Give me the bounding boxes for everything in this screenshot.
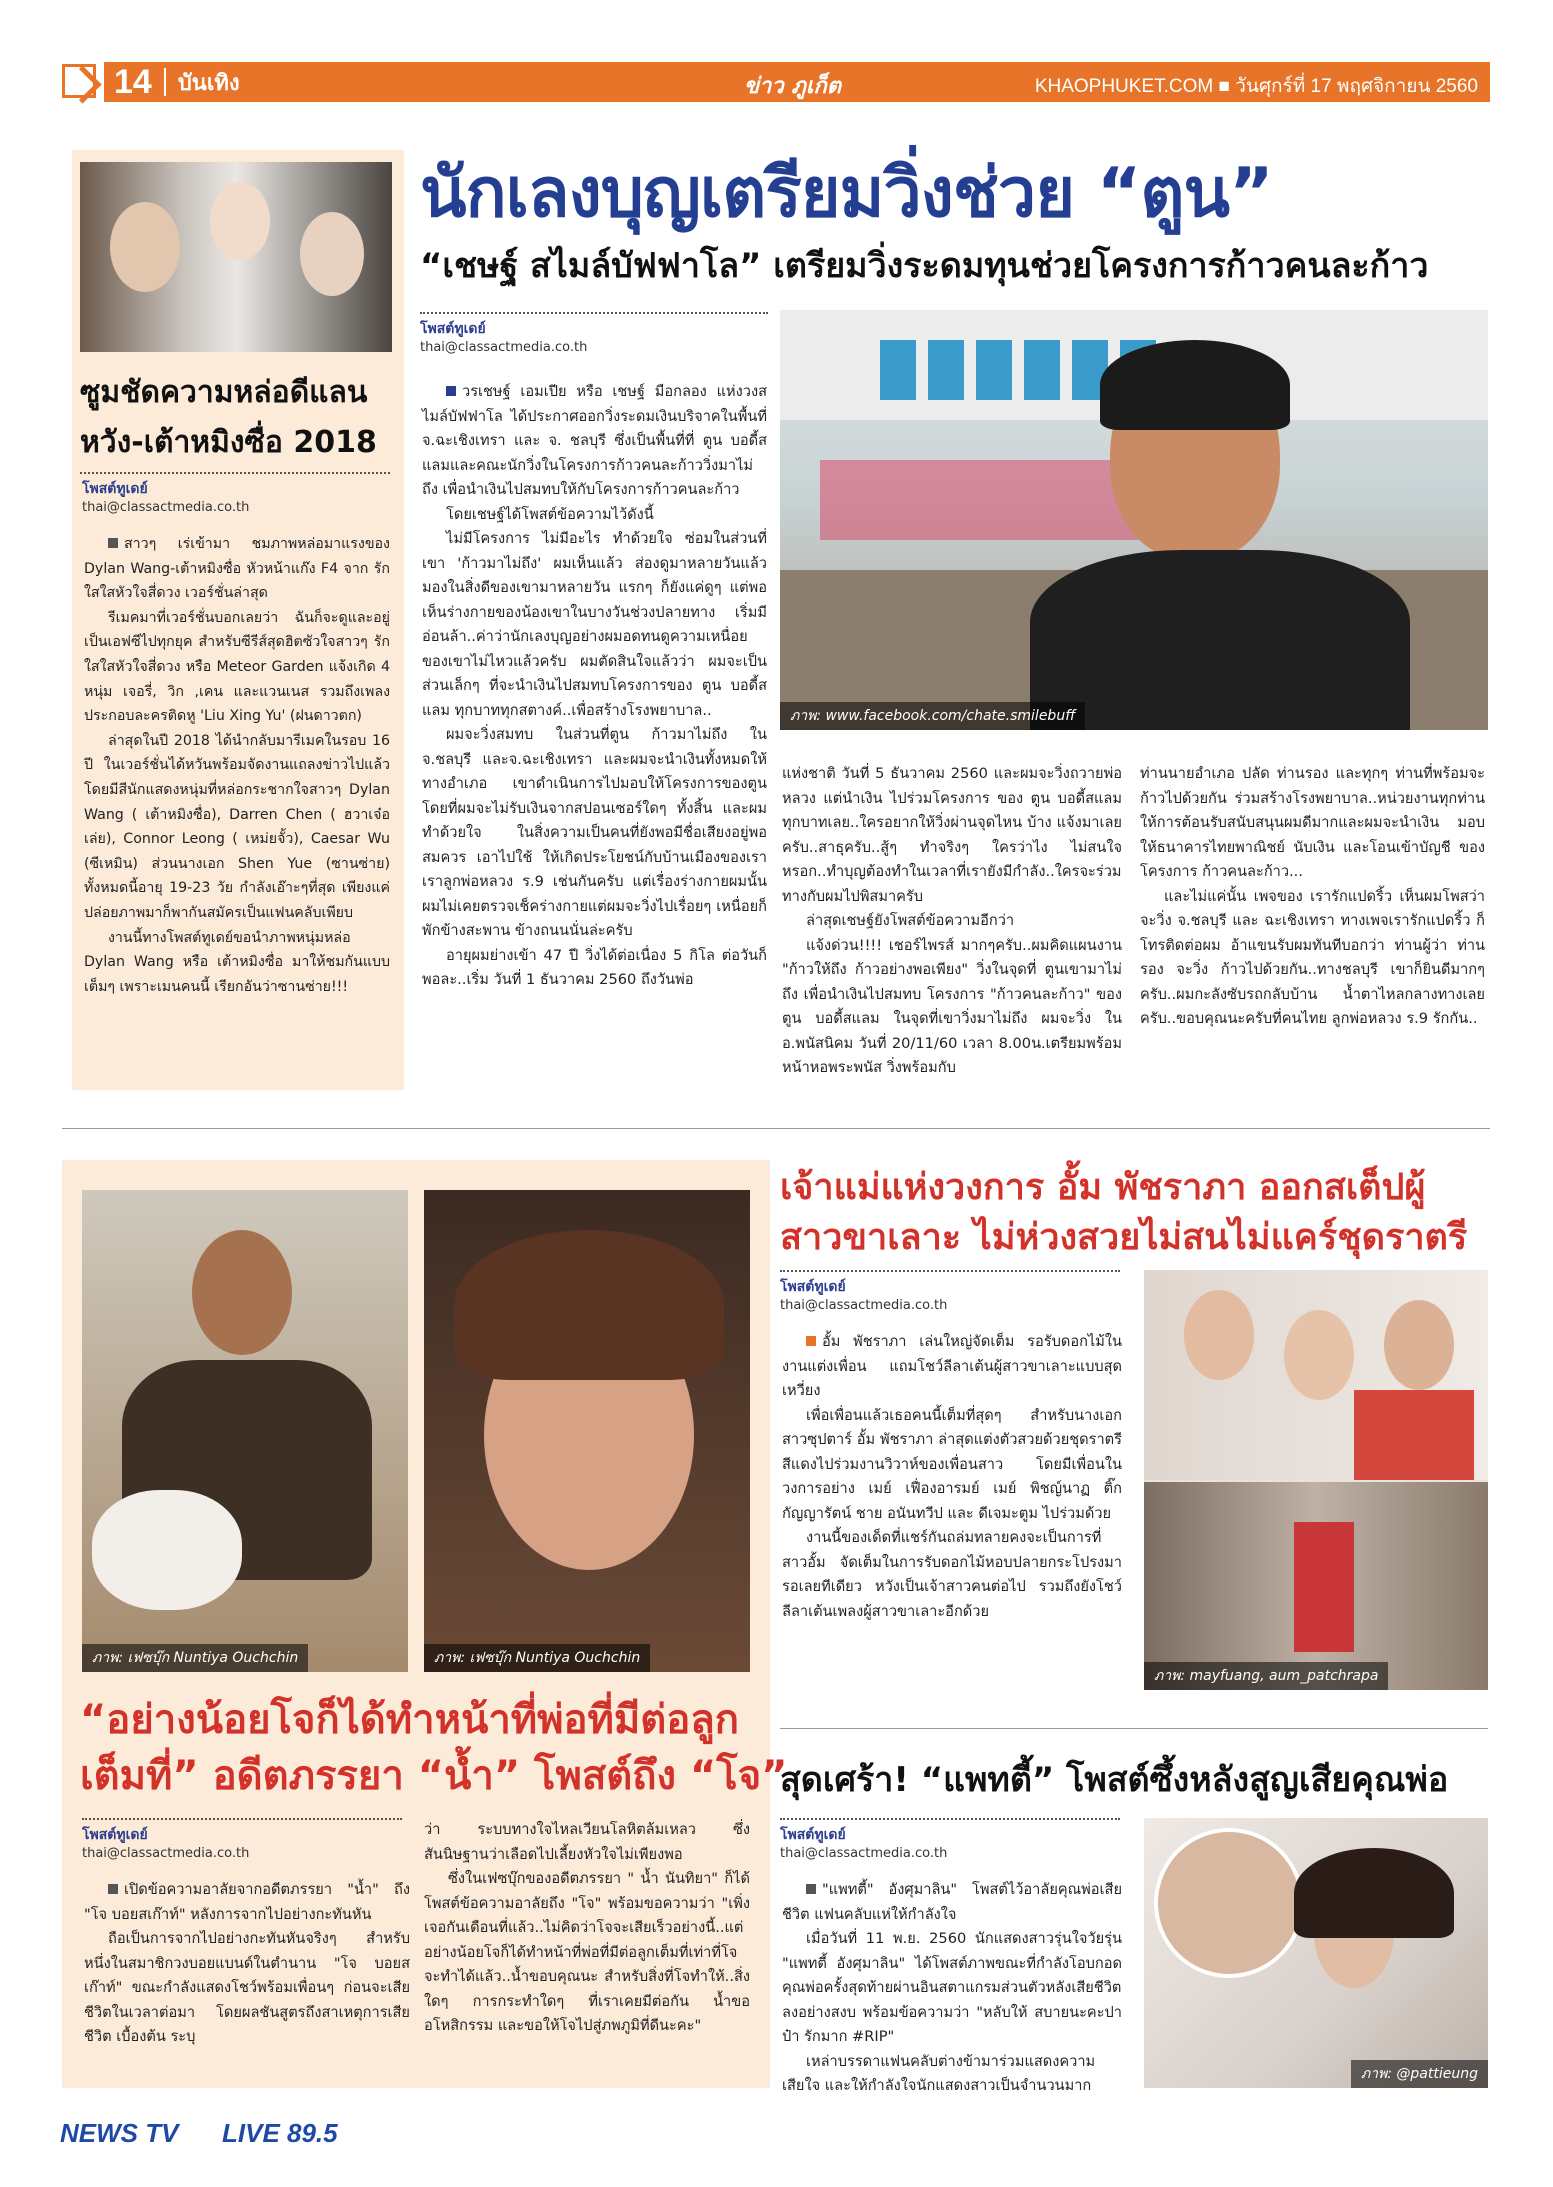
photo-caption: ภาพ: www.facebook.com/chate.smilebuff [780, 702, 1085, 730]
bottom-left-headline-line2: เต็มที่” อดีตภรรยา “น้ำ” โพสต์ถึง “โจ” [80, 1753, 788, 1799]
main-column-2 [782, 762, 1122, 1081]
main-headline: นักเลงบุญเตรียมวิ่งช่วย “ตูน” [420, 154, 1273, 233]
main-subhead: “เชษฐ์ สไมล์บัฟฟาโล” เตรียมวิ่งระดมทุนช่วยโครงการก้าวคนละก้าว [420, 246, 1429, 286]
man-hair [1100, 340, 1290, 430]
sidebar-paragraph: ล่าสุดในปี 2018 ได้นำกลับมารีเมคในรอบ 16 ปี ในเวอร์ชั่นได้หวันพร้อมจัดงานแถลงข่าวไปแล้ว โดยมีสีนักแสดงหนุ่มที่หล่อกระชากใจสาวๆ Dylan Wang ( เต้าหมิงซื่อ), Darren Chen ( ฮวาเจ๋อเล่ย), Connor Leong ( เหม่ยจั้ว), Caesar Wu (ซีเหมิน) ส่วนนางเอก Shen Yue (ซานซ่าย) ทั้งหมดนี้อายุ 19-23 วัย กำลังเอ๊าะๆที่สุด เพียงแค่ปล่อยภาพมาก็พากันสมัครเป็นแฟนคลับเพียบ [84, 732, 390, 921]
header-bar [104, 62, 1490, 102]
main-paragraph: ผมจะวิ่งสมทบ ในส่วนที่ตูน ก้าวมาไม่ถึง ใน จ.ชลบุรี และจ.ฉะเชิงเทรา และผมจะนำเงินทั้งหมดให้ทางอำเภอ เขาดำเนินการไปมอบให้โครงการของตูน โดยที่ผมจะไม่รับเงินจากสปอนเซอร์ใดๆ ทั้งสิ้น และผมทำด้วยใจ ในสิ่งความเป็นคนที่ยังพอมีชื่อเสียงอยู่พอสมควร เอาไปใช้ ให้เกิดประโยชน์กับบ้านเมืองของเรา เราลูกพ่อหลวง ร.9 เช่นกันครับ แต่เรื่องร่างกายผมนั้น ผมไม่เคยตรวจเช็คร่างกายแต่ผมจะวิ่งไปเรื่อยๆ เหนื่อยก็พักข้างสะพาน ข้างถนนนั่นล่ะครับ [422, 726, 767, 939]
story-paragraph: เปิดข้อความอาลัยจากอดีตภรรยา "น้ำ" ถึง "โจ บอยสเก๊าท์" หลังการจากไปอย่างกะทันหัน [84, 1881, 410, 1923]
sidebar-headline [80, 368, 400, 468]
section-arrow-icon [62, 64, 96, 98]
photo-woman-selfie [424, 1190, 750, 1672]
main-paragraph: แห่งชาติ วันที่ 5 ธันวาคม 2560 และผมจะวิ่งถวายพ่อหลวง แต่นำเงิน ไปร่วมโครงการ ของ ตูน บอดี้สแลม ทุกบาทเลย..ใครอยากให้วิ่งผ่านจุดไหน บ้าง แจ้งมาเลยครับ..สาธุครับ..สู้ๆ ทำจริงๆ ใครว่าไง ไม่สนใจหรอก..ทำบุญต้องทำในเวลาที่เรายังมีกำลัง..ใครจะร่วมทางกับผมไปพิสมาครับ [782, 765, 1122, 905]
story-paragraph: เพื่อเพื่อนแล้วเธอคนนี้เต็มที่สุดๆ สำหรับนางเอกสาวซุปตาร์ อั้ม พัชราภา ล่าสุดแต่งตัวสวยด้วยชุดราตรีสีแดงไปร่วมงานวิวาห์ของเพื่อนสาว โดยมีเพื่อนในวงการอย่าง เมย์ เฟื่องอารมย์ เมย์ พิชญ์นาฏ ติ๊ก กัญญารัตน์ ชาย อนันทวีป และ ดีเจมะตูม ไปร่วมด้วย [782, 1406, 1122, 1522]
main-column-1 [422, 380, 767, 993]
live-radio-logo: LIVE 89.5 [222, 2118, 338, 2148]
bottom-left-headline-line1: “อย่างน้อยโจก็ได้ทำหน้าที่พ่อที่มีต่อลูก [80, 1697, 740, 1743]
pattie-byline-divider [780, 1818, 1120, 1820]
story-paragraph: งานนี้ของเด็ดที่แชร์กันถล่มทลายคงจะเป็นการที่ สาวอั้ม จัดเต็มในการรับดอกไม้หอบปลายกระโปรงมารอเลยทีเดียว หวังเป็นเจ้าสาวคนต่อไป รวมถึงยังโชว์ลีลาเต้นเพลงผู้สาวขาเลาะอีกด้วย [782, 1529, 1122, 1620]
photo-man-with-dog [82, 1190, 408, 1672]
main-paragraph: ท่านนายอำเภอ ปลัด ท่านรอง และทุกๆ ท่านที่พร้อมจะก้าวไปด้วยกัน ร่วมสร้างโรงพยาบาล..หน่วยงานทุกท่านให้การต้อนรับสนับสนุนผมดีมากและผมจะนำเงิน มอบให้ธนาคารไทยพาณิชย์ นับเงิน และโอนเข้าบัญชี ของโครงการ ก้าวคนละก้าว... [1140, 765, 1485, 880]
sidebar-paragraph: สาวๆ เร่เข้ามา ชมภาพหล่อมาแรงของ Dylan Wang-เต้าหมิงซื่อ หัวหน้าแก๊ง F4 จาก รักใสใสหัวใจสี่ดวง เวอร์ชั่นล่าสุด [84, 536, 390, 602]
newspaper-logo: ข่าว ภูเก็ต [744, 74, 842, 99]
byline-email: thai@classactmedia.co.th [420, 340, 588, 355]
red-dress [1294, 1522, 1354, 1652]
aum-photo-collage [1144, 1270, 1488, 1690]
man-head [192, 1230, 292, 1355]
bottom-left-column-1 [84, 1878, 410, 2050]
byline-name: โพสต์ทูเดย์ [420, 321, 486, 337]
header-divider [164, 68, 166, 96]
main-paragraph: ล่าสุดเชษฐ์ยังโพสต์ข้อความอีกว่า [806, 912, 1015, 929]
header-site-date [1035, 71, 1478, 101]
story-paragraph: ว่า ระบบทางใจไหลเวียนโลหิตล้มเหลว ซึ่งสันนิษฐานว่าเลือดไปเลี้ยงหัวใจไม่เพียงพอ [424, 1821, 750, 1863]
bullet-icon [806, 1884, 816, 1894]
sidebar-paragraph: รีเมคมาที่เวอร์ชั่นบอกเลยว่า ฉันก็จะดูและอยู่เป็นเอฟซีไปทุกยุค สำหรับซีรีส์สุดฮิตซัวใจสาวๆ รักใสใสหัวใจสี่ดวง หรือ Meteor Garden แจ้งเกิด 4 หนุ่ม เจอรี่, วิก ,เคน และแวนเนส รวมถึงเพลงประกอบละครติดหู 'Liu Xing Yu' (ฝนดาวตก) [84, 609, 390, 725]
photo-caption: ภาพ: เฟซบุ๊ก Nuntiya Ouchchin [82, 1644, 308, 1672]
pattie-body [782, 1878, 1122, 2099]
woman-hair [1294, 1848, 1454, 1938]
main-photo [780, 310, 1488, 730]
main-byline-divider [420, 312, 768, 314]
bottom-left-byline [82, 1824, 249, 1861]
sidebar-photo [80, 162, 392, 352]
sidebar-paragraph: งานนี้ทางโพสต์ทูเดย์ขอนำภาพหนุ่มหล่อ Dylan Wang หรือ เต้าหมิงซื่อ มาให้ชมกันแบบเต็มๆ เพราะเมนคนนี้ เรียกอันว่าซานซ่าย!!! [84, 929, 390, 995]
photo-caption: ภาพ: @pattieung [1351, 2060, 1488, 2088]
section-divider [62, 1128, 1490, 1129]
face-1 [1184, 1290, 1254, 1380]
main-paragraph: อายุผมย่างเข้า 47 ปี วิ่งได้ต่อเนื่อง 5 กิโล ต่อวันก็พอละ..เริ่ม วันที่ 1 ธันวาคม 2560 ถึงวันพ่อ [422, 946, 767, 988]
face-right [300, 212, 364, 296]
sidebar-article [72, 150, 404, 1090]
bottom-left-column-2 [424, 1818, 750, 2039]
pattie-photo [1144, 1818, 1488, 2088]
photo-caption: ภาพ: mayfuang, aum_patchrapa [1144, 1662, 1388, 1690]
man-shirt [1030, 550, 1410, 730]
main-byline [420, 318, 587, 355]
pattie-byline [780, 1824, 947, 1861]
story-paragraph: "แพทตี้" อังศุมาลิน" โพสต์ไว้อาลัยคุณพ่อเสียชีวิต แฟนคลับแห่ให้กำลังใจ [782, 1881, 1122, 1923]
main-column-3 [1140, 762, 1485, 1032]
bullet-icon [446, 386, 456, 396]
inset-circle [1154, 1828, 1304, 1978]
red-dress [1354, 1390, 1474, 1480]
aum-headline-line2: สาวขาเลาะ ไม่ห่วงสวยไม่สนไม่แคร์ชุดราตรี [780, 1217, 1468, 1258]
sidebar-body [84, 532, 390, 999]
story-paragraph: เหล่าบรรดาแฟนคลับต่างข้ามาร่วมแสดงความเสียใจ และให้กำลังใจนักแสดงสาวเป็นจำนวนมาก [782, 2052, 1096, 2094]
main-paragraph: วรเชษฐ์ เอมเปีย หรือ เชษฐ์ มือกลอง แห่งวงสไมล์บัฟฟาโล ได้ประกาศออกวิ่งระดมเงินบริจาคในพื้นที่ จ.ฉะเชิงเทรา และ จ. ชลบุรี ซึ่งเป็นพื้นที่ที่ ตูน บอดี้สแลมและคณะนักวิ่งในโครงการก้าวคนละก้าววิ่งมาไม่ถึง เพื่อนำเงินไปสมทบให้กับโครงการก้าวคนละก้าว [422, 383, 767, 498]
byline-name: โพสต์ทูเดย์ [82, 481, 148, 497]
dog [92, 1490, 242, 1610]
news-tv-logo: NEWS TV [60, 2118, 179, 2148]
byline-name: โพสต์ทูเดย์ [780, 1279, 846, 1295]
byline-email: thai@classactmedia.co.th [780, 1846, 948, 1861]
aum-body [782, 1330, 1122, 1624]
aum-headline-line1: เจ้าแม่แห่งวงการ อั้ม พัชราภา ออกสเต็ปผู้ [780, 1167, 1426, 1208]
byline-name: โพสต์ทูเดย์ [82, 1827, 148, 1843]
face-left [110, 202, 180, 292]
main-paragraph: แจ้งด่วน!!!! เชอร์ไพรส์ มากๆครับ..ผมคิดแผนงาน "ก้าวให้ถึง ก้าวอย่างพอเพียง" วิ่งในจุดที่ ตูนเขามาไม่ถึง เพื่อนำเงินไปสมทบ โครงการ "ก้าวคนละก้าว" ของตูน บอดี้สแลม ในจุดที่เขาวิ่งมาไม่ถึง ผมจะวิ่ง ใน อ.พนัสนิคม วันที่ 20/11/60 เวลา 8.00น.เตรียมพร้อมหน้าหอพระพนัส วิ่งพร้อมกับ [782, 936, 1122, 1076]
bottom-right-divider [780, 1728, 1488, 1729]
woman-hair [454, 1230, 724, 1380]
story-paragraph: ถือเป็นการจากไปอย่างกะทันหันจริงๆ สำหรับหนึ่งในสมาชิกวงบอยแบนด์ในตำนาน "โจ บอยสเก๊าท์" ขณะกำลังแสดงโชว์พร้อมเพื่อนๆ ก่อนจะเสียชีวิตในเวลาต่อมา โดยผลชันสูตรถึงสาเหตุการเสียชีวิต เบื้องต้น ระบุ [84, 1930, 410, 2045]
bullet-icon [108, 538, 118, 548]
main-paragraph: โดยเชษฐ์ได้โพสต์ข้อความไว้ดังนี้ [446, 505, 654, 523]
aum-photo-top [1144, 1270, 1488, 1480]
photo-caption: ภาพ: เฟซบุ๊ก Nuntiya Ouchchin [424, 1644, 650, 1672]
bullet-icon [108, 1884, 118, 1894]
story-paragraph: เมื่อวันที่ 11 พ.ย. 2560 นักแสดงสาวรุ่นใจวัยรุ่น "แพทตี้ อังศุมาลิน" ได้โพสต์ภาพขณะที่กำลังโอบกอดคุณพ่อครั้งสุดท้ายผ่านอินสตาแกรมส่วนตัวหลังเสียชีวิตลงอย่างสงบ พร้อมข้อความว่า "หลับให้ สบายนะคะปาป๋า รักมาก #RIP" [782, 1930, 1122, 2045]
face-center [210, 182, 270, 260]
sidebar-headline-line1: ซูมชัดความหล่อดีแลน [80, 375, 368, 410]
aum-byline-divider [780, 1270, 1120, 1272]
main-paragraph: ไม่มีโครงการ ไม่มีอะไร ทำด้วยใจ ซ่อมในส่วนที่เขา 'ก้าวมาไม่ถึง' ผมเห็นแล้ว ส่องดูมาหลายวันแล้ว มองในสิ่งดีของเขามาหลายวัน แรกๆ ก็ยังแค่ดูๆ แต่พอเห็นร่างกายของน้องเขาในบางวันช่วงปลายทาง เริ่มมีอ่อนล้า..ค่าว่านักเลงบุญอย่างผมอดทนดูความเหนื่อย ของเขาไม่ไหวแล้วครับ ผมตัดสินใจแล้วว่า ผมจะเป็นส่วนเล็กๆ ที่จะนำเงินไปสมทบโครงการของ ตูน บอดี้สแลม ทุกบาททุกสตางค์..เพื่อสร้างโรงพยาบาล.. [422, 530, 767, 719]
pattie-headline: สุดเศร้า! “แพทตี้” โพสต์ซึ้งหลังสูญเสียคุณพ่อ [780, 1760, 1449, 1800]
section-label: บันเทิง [177, 70, 240, 96]
face-3 [1384, 1300, 1454, 1390]
sidebar-headline-line2: หวัง-เต้าหมิงซื่อ 2018 [80, 425, 377, 460]
sidebar-byline [82, 478, 249, 515]
bullet-icon [806, 1336, 816, 1346]
square-icon: ■ [1218, 76, 1230, 97]
byline-email: thai@classactmedia.co.th [82, 1846, 250, 1861]
byline-email: thai@classactmedia.co.th [82, 500, 250, 515]
page-number: 14 [114, 62, 152, 101]
aum-photo-bottom [1144, 1482, 1488, 1690]
byline-email: thai@classactmedia.co.th [780, 1298, 948, 1313]
main-paragraph: และไม่แค่นั้น เพจของ เรารักแปดริ้ว เห็นผมโพสว่าจะวิ่ง จ.ชลบุรี และ ฉะเชิงเทรา ทางเพจเรารักแปดริ้ว ก็โทรติดต่อผม อ้าแขนรับผมทันทีบอกว่า ท่านผู้ว่า ท่านรอง จะวิ่ง ก้าวไปด้วยกัน..ทางชลบุรี เขาก็ยินดีมากๆครับ..ผมกะลังซับรถกลับบ้าน น้ำตาไหลกลางทางเลยครับ..ขอบคุณนะครับที่คนไทย ลูกพ่อหลวง ร.9 รักกัน.. [1140, 887, 1485, 1027]
issue-date: วันศุกร์ที่ 17 พฤศจิกายน 2560 [1235, 76, 1478, 97]
bottom-left-byline-divider [82, 1818, 402, 1820]
sidebar-divider [80, 472, 390, 474]
story-paragraph: ซึ่งในเฟซบุ๊กของอดีตภรรยา " น้ำ นันทิยา" ก็ได้โพสต์ข้อความอาลัยถึง "โจ" พร้อมขอความว่า "เพิ่งเจอกันเดือนที่แล้ว..ไม่คิดว่าโจจะเสียเร็วอย่างนี้..แต่อย่างน้อยโจก็ได้ทำหน้าที่พ่อที่มีต่อลูกเต็มที่เท่าที่โจจะทำได้แล้ว..น้ำขอบคุณนะ สำหรับสิ่งที่โจทำให้..สิ่งใดๆ การกระทำใดๆ ที่เราเคยมีต่อกัน น้ำขออโหสิกรรม และขอให้โจไปสู่ภพภูมิที่ดีนะคะ" [424, 1870, 750, 2034]
site-name: KHAOPHUKET.COM [1034, 76, 1214, 97]
face-2 [1284, 1310, 1354, 1400]
story-paragraph: อั้ม พัชราภา เล่นใหญ่จัดเต็ม รอรับดอกไม้ในงานแต่งเพื่อน แถมโชว์ลีลาเต้นผู้สาวขาเลาะแบบสุดเหวี่ยง [782, 1333, 1122, 1399]
aum-byline [780, 1276, 947, 1313]
byline-name: โพสต์ทูเดย์ [780, 1827, 846, 1843]
